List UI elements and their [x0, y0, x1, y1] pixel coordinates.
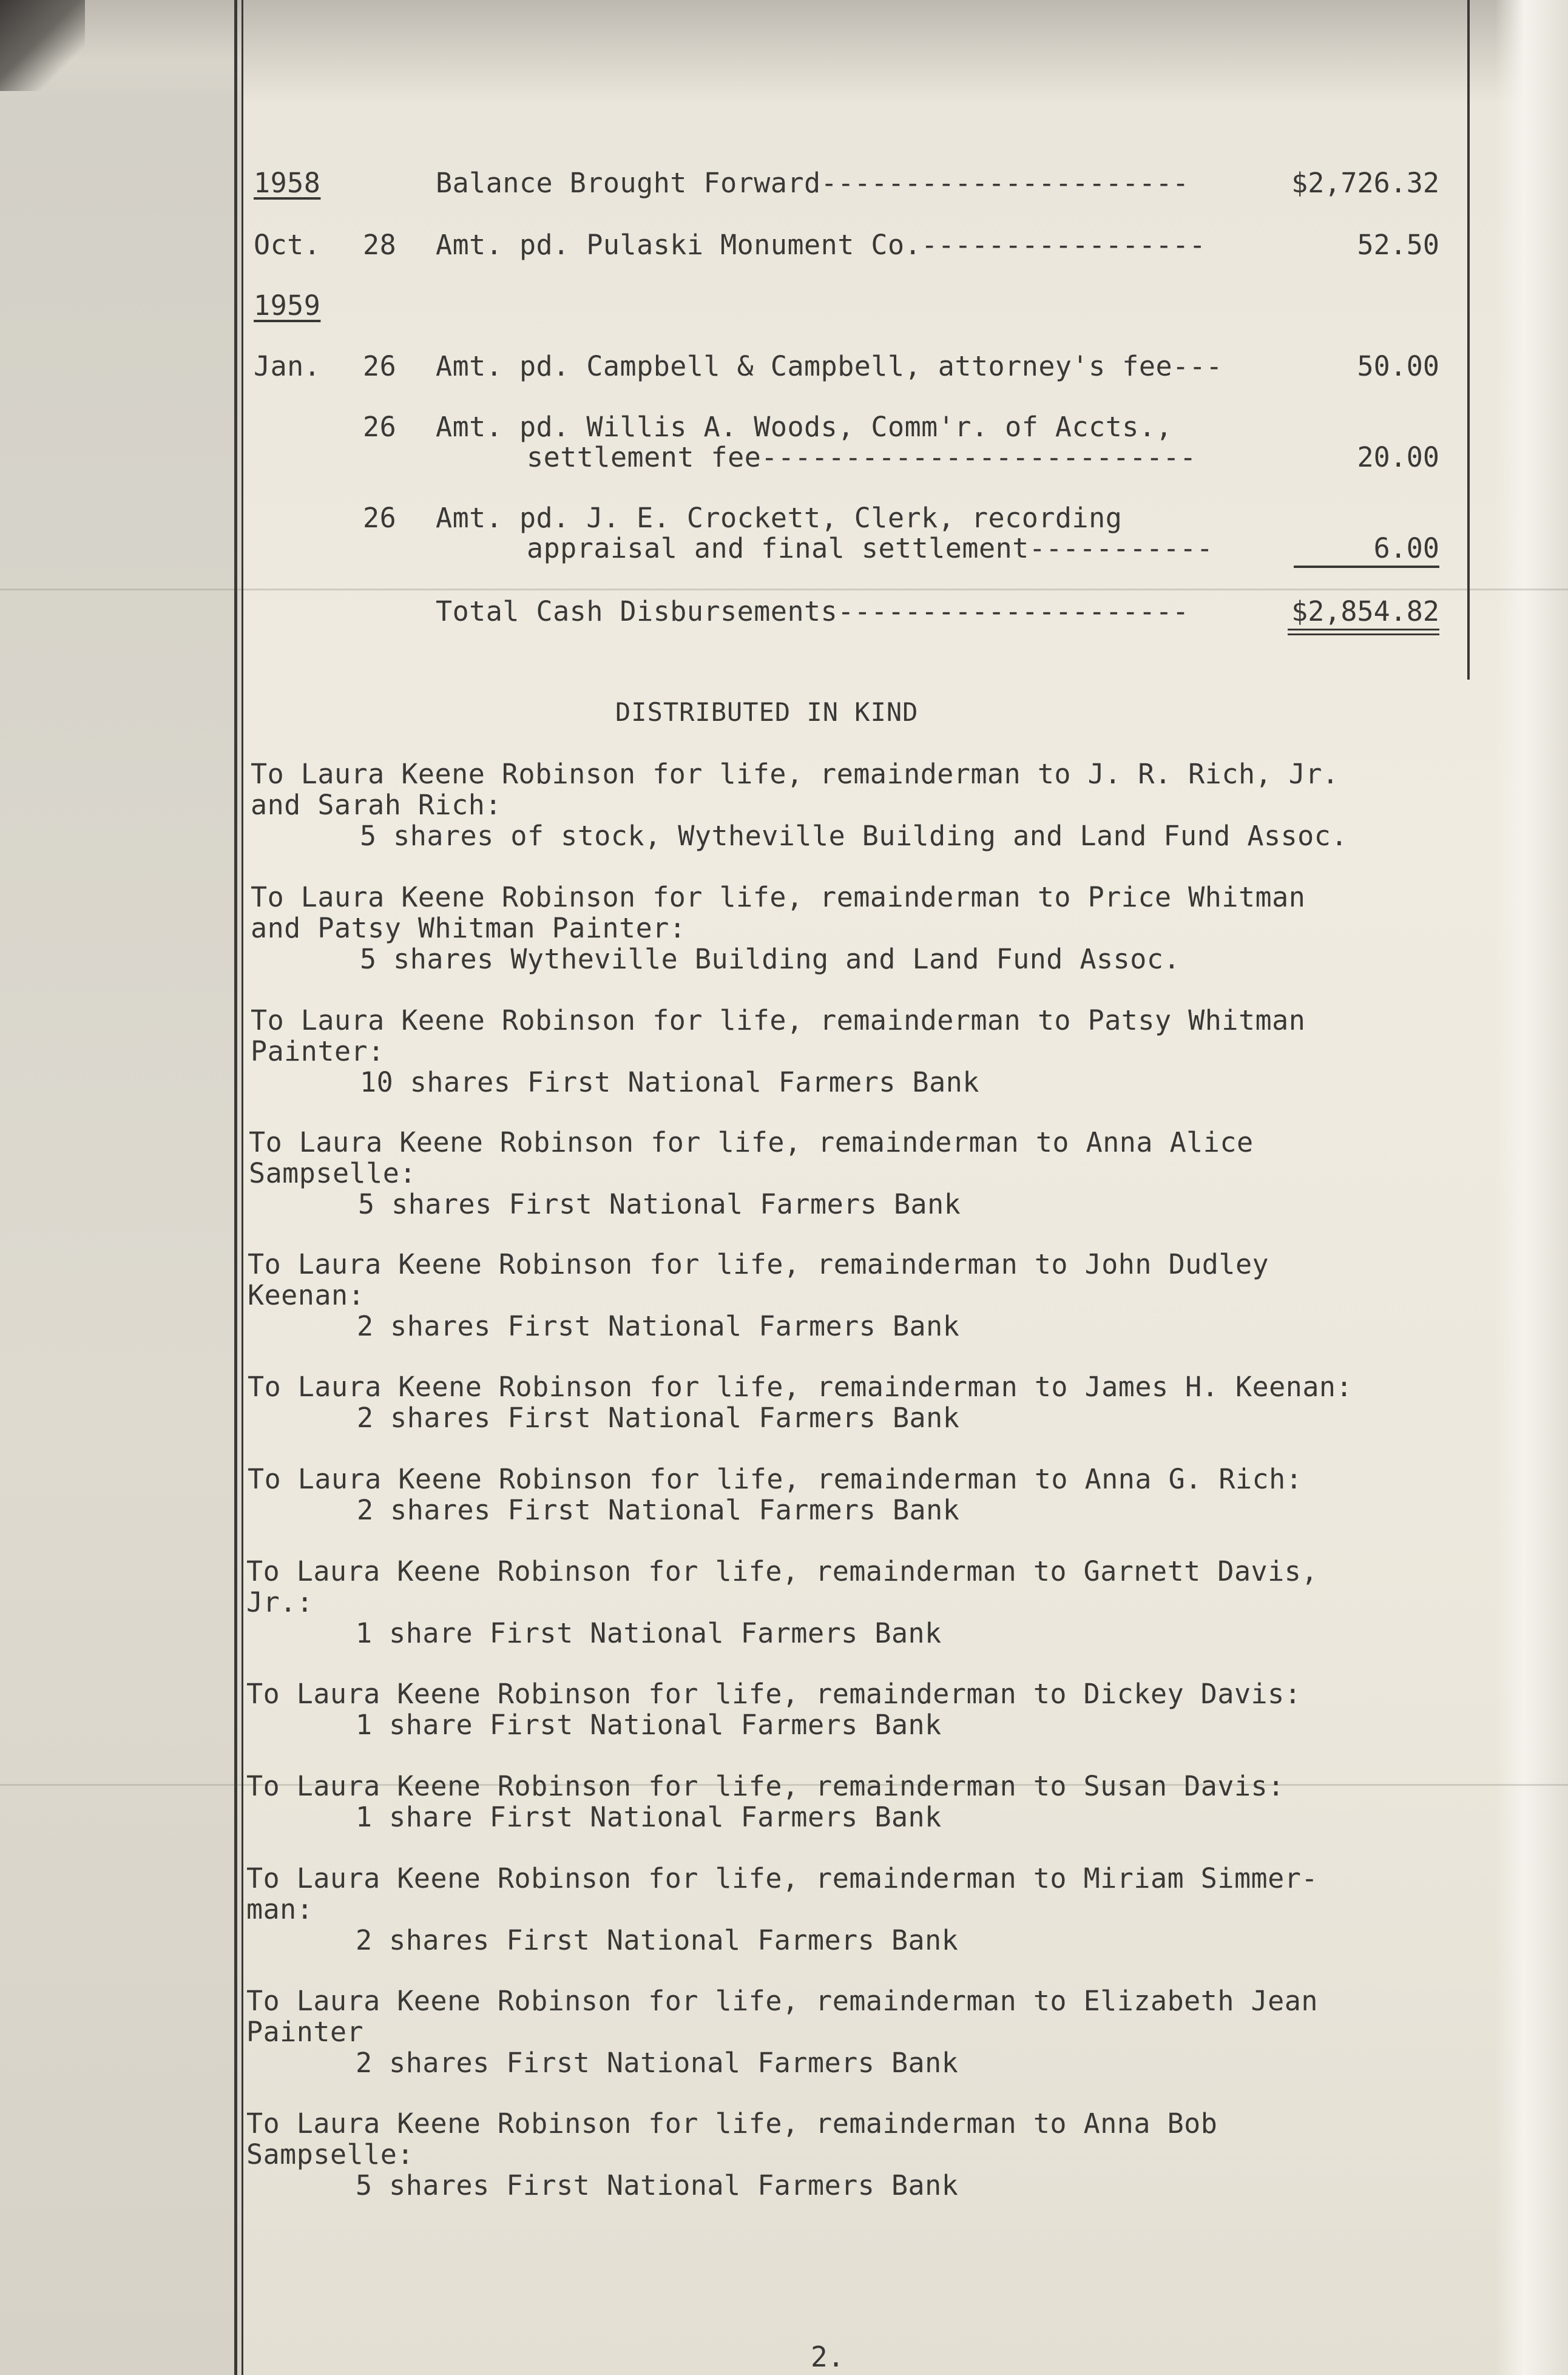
left-margin-rule-inner — [242, 0, 243, 2375]
total-amount: $2,854.82 — [1291, 595, 1439, 627]
entry-shares: 5 shares First National Farmers Bank — [356, 2169, 959, 2201]
entry-shares: 5 shares of stock, Wytheville Building and Land Fund Assoc. — [360, 820, 1348, 852]
ledger-amount: 6.00 — [1373, 532, 1439, 564]
entry-shares: 1 share First National Farmers Bank — [356, 1801, 942, 1833]
ledger-amount: 50.00 — [1357, 350, 1439, 382]
entry-line: To Laura Keene Robinson for life, remainderman to Garnett Davis, — [246, 1555, 1318, 1587]
entry-shares: 1 share First National Farmers Bank — [356, 1617, 942, 1649]
entry-shares: 2 shares First National Farmers Bank — [356, 2047, 959, 2079]
entry-shares: 2 shares First National Farmers Bank — [357, 1494, 960, 1526]
entry-line-cont: man: — [246, 1893, 314, 1925]
entry-line-cont: Painter — [246, 2016, 364, 2048]
entry-shares: 1 share First National Farmers Bank — [356, 1709, 942, 1741]
underlying-sheet — [0, 0, 243, 2375]
ledger-year: 1959 — [254, 289, 321, 322]
entry-line: To Laura Keene Robinson for life, remainderman to Dickey Davis: — [246, 1678, 1302, 1710]
entry-shares: 5 shares First National Farmers Bank — [358, 1188, 961, 1220]
entry-line-cont: and Sarah Rich: — [251, 789, 502, 821]
ledger-description: Amt. pd. Pulaski Monument Co.----------------- — [436, 229, 1206, 261]
ledger-description: Amt. pd. Willis A. Woods, Comm'r. of Accts., — [436, 411, 1173, 443]
entry-shares: 2 shares First National Farmers Bank — [357, 1402, 960, 1434]
dark-corner — [0, 0, 85, 91]
entry-shares: 5 shares Wytheville Building and Land Fund Assoc. — [360, 943, 1181, 975]
ledger-description: Balance Brought Forward---------------------- — [436, 167, 1189, 199]
ledger-amount: 52.50 — [1357, 229, 1439, 261]
entry-line-cont: Painter: — [251, 1035, 385, 1067]
ledger-day: 26 — [363, 350, 397, 382]
entry-line-cont: Keenan: — [248, 1279, 365, 1311]
entry-line: To Laura Keene Robinson for life, remainderman to Elizabeth Jean — [246, 1985, 1318, 2017]
right-edge-paper — [1495, 0, 1568, 2375]
section-heading: DISTRIBUTED IN KIND — [615, 697, 919, 727]
ledger-day: 28 — [363, 229, 397, 261]
entry-line-cont: Jr.: — [246, 1586, 314, 1618]
entry-line: To Laura Keene Robinson for life, remainderman to J. R. Rich, Jr. — [251, 758, 1339, 790]
ledger-description-cont: appraisal and final settlement----------- — [527, 532, 1214, 564]
entry-line-cont: and Patsy Whitman Painter: — [251, 912, 686, 944]
ledger-amount: $2,726.32 — [1291, 167, 1439, 199]
ledger-description-cont: settlement fee-------------------------- — [527, 441, 1197, 473]
entry-line: To Laura Keene Robinson for life, remainderman to James H. Keenan: — [248, 1371, 1353, 1403]
entry-line: To Laura Keene Robinson for life, remainderman to John Dudley — [248, 1248, 1269, 1280]
entry-shares: 2 shares First National Farmers Bank — [357, 1310, 960, 1342]
entry-line-cont: Sampselle: — [249, 1157, 416, 1189]
entry-line: To Laura Keene Robinson for life, remainderman to Price Whitman — [251, 881, 1306, 913]
ledger-day: 26 — [363, 411, 397, 443]
subtotal-rule — [1294, 566, 1439, 568]
page-number: 2. — [811, 2340, 845, 2373]
ledger-day: 26 — [363, 502, 397, 534]
ledger-month: Oct. — [254, 229, 321, 261]
total-double-rule-1 — [1288, 629, 1439, 630]
ledger-description: Amt. pd. Campbell & Campbell, attorney's fee--- — [436, 350, 1223, 382]
entry-line: To Laura Keene Robinson for life, remainderman to Anna G. Rich: — [248, 1463, 1303, 1495]
entry-line-cont: Sampselle: — [246, 2138, 414, 2171]
entry-shares: 2 shares First National Farmers Bank — [356, 1924, 959, 1956]
entry-line: To Laura Keene Robinson for life, remainderman to Patsy Whitman — [251, 1004, 1306, 1036]
entry-shares: 10 shares First National Farmers Bank — [360, 1066, 979, 1098]
total-label: Total Cash Disbursements--------------------- — [436, 595, 1189, 627]
ledger-year: 1958 — [254, 167, 321, 199]
total-double-rule-2 — [1288, 633, 1439, 635]
entry-line: To Laura Keene Robinson for life, remainderman to Susan Davis: — [246, 1770, 1285, 1802]
right-margin-rule — [1467, 0, 1470, 680]
entry-line: To Laura Keene Robinson for life, remainderman to Anna Bob — [246, 2107, 1218, 2140]
left-margin-rule — [234, 0, 237, 2375]
entry-line: To Laura Keene Robinson for life, remainderman to Miriam Simmer- — [246, 1862, 1318, 1894]
ledger-month: Jan. — [254, 350, 321, 382]
ledger-description: Amt. pd. J. E. Crockett, Clerk, recording — [436, 502, 1123, 534]
entry-line: To Laura Keene Robinson for life, remainderman to Anna Alice — [249, 1126, 1254, 1158]
ledger-amount: 20.00 — [1357, 441, 1439, 473]
